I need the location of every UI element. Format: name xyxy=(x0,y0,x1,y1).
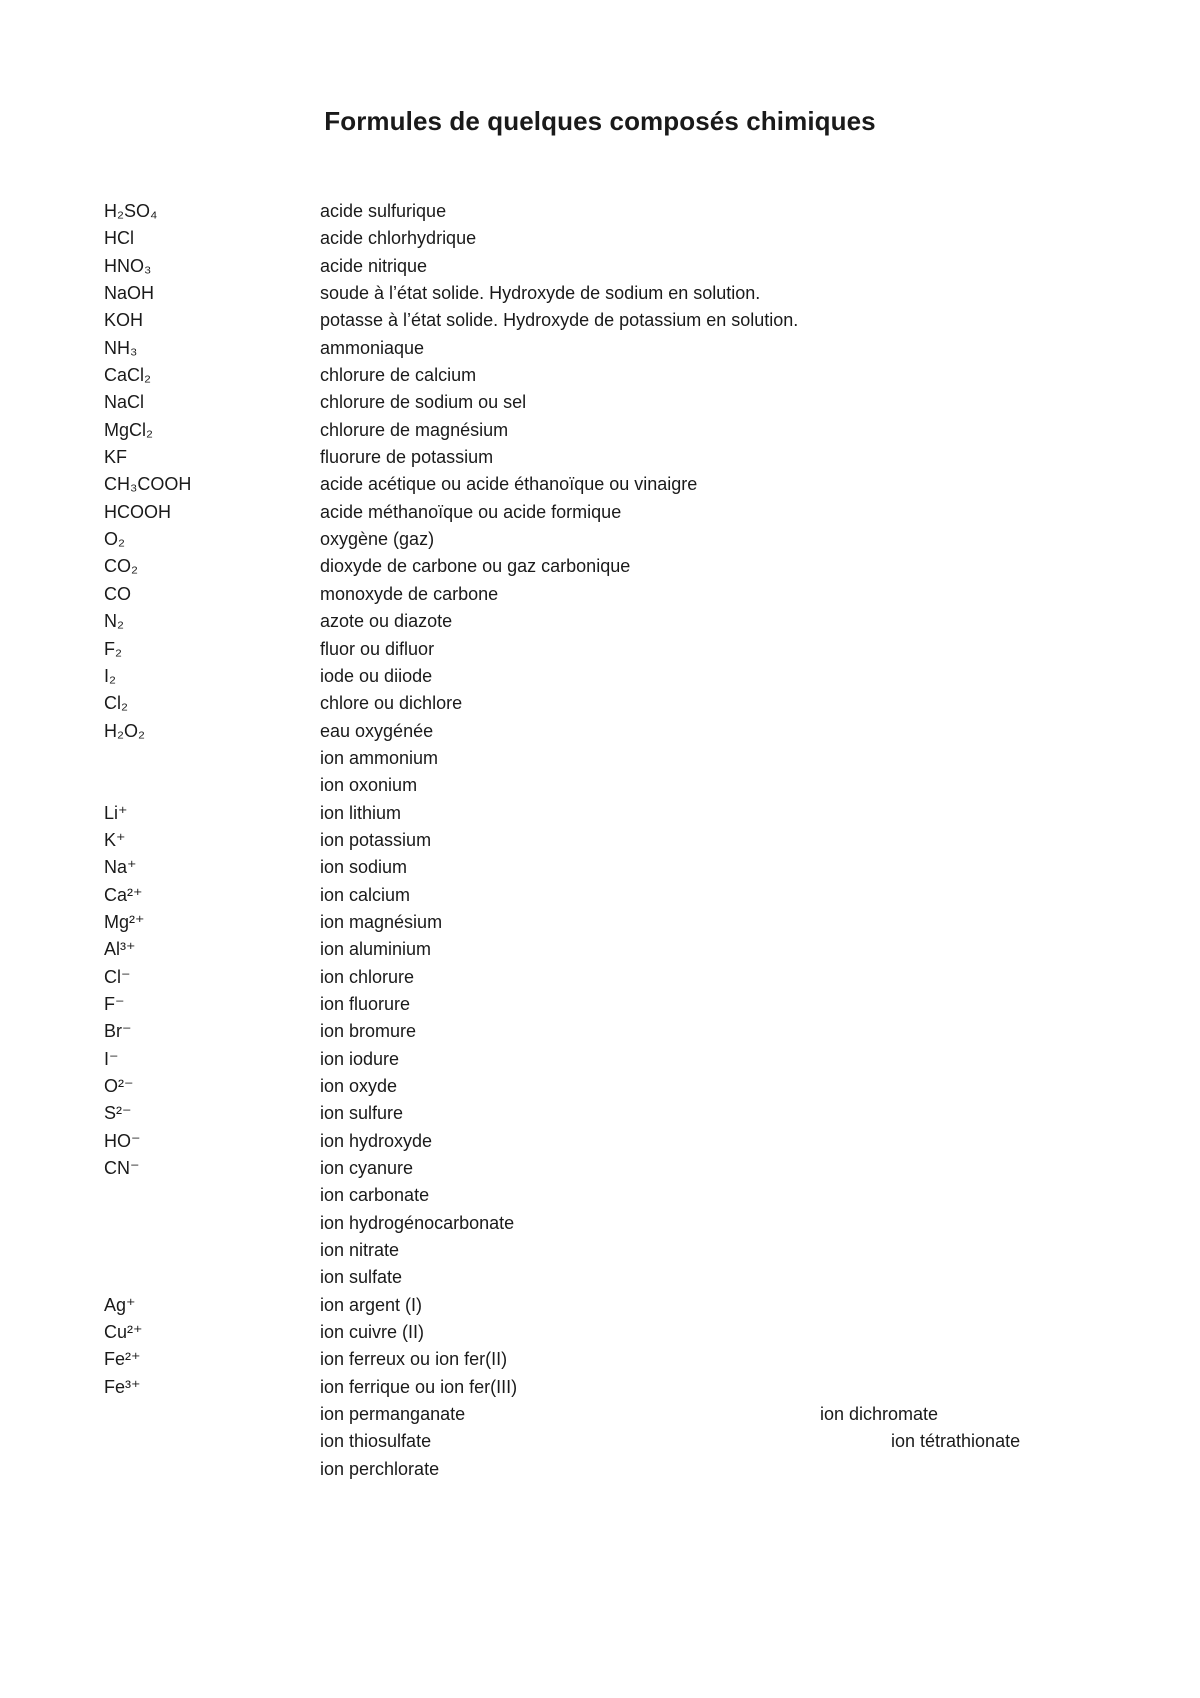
page-title: Formules de quelques composés chimiques xyxy=(324,106,876,136)
compound-name: fluorure de potassium xyxy=(320,447,494,468)
formula: N₂ xyxy=(104,611,124,632)
compound-name: ion fluorure xyxy=(320,993,411,1014)
compound-row xyxy=(104,335,1104,362)
formula: Fe³⁺ xyxy=(104,1376,141,1397)
compound-name: ion hydroxyde xyxy=(320,1130,433,1151)
compound-row xyxy=(104,1018,1104,1045)
compound-name: ion perchlorate xyxy=(320,1458,440,1479)
compound-name: acide méthanoïque ou acide formique xyxy=(320,501,622,522)
compound-row xyxy=(104,909,1104,936)
formula: Ag⁺ xyxy=(104,1294,136,1315)
compound-name: azote ou diazote xyxy=(320,611,453,632)
compound-row xyxy=(104,1210,1104,1237)
compound-row xyxy=(104,936,1104,963)
compound-name: ion cyanure xyxy=(320,1158,414,1179)
compound-name: ion ammonium xyxy=(320,747,439,768)
compound-name: chlorure de magnésium xyxy=(320,419,509,440)
compound-name: dioxyde de carbone ou gaz carbonique xyxy=(320,556,631,577)
formula: F₂ xyxy=(104,638,122,659)
compound-name: acide chlorhydrique xyxy=(320,228,477,249)
formula: KOH xyxy=(104,310,144,331)
formula: Ca²⁺ xyxy=(104,884,143,905)
compound-row xyxy=(104,1319,1104,1346)
compound-name: fluor ou difluor xyxy=(320,638,435,659)
compound-name: ion bromure xyxy=(320,1021,417,1042)
compound-row xyxy=(104,1346,1104,1373)
compound-row xyxy=(104,1155,1104,1182)
compound-row xyxy=(104,389,1104,416)
compound-list xyxy=(104,198,1104,1483)
compound-row xyxy=(104,690,1104,717)
compound-name: ion nitrate xyxy=(320,1240,400,1261)
compound-row xyxy=(104,718,1104,745)
formula: I₂ xyxy=(104,665,116,686)
formula: HO⁻ xyxy=(104,1130,141,1151)
formula: F⁻ xyxy=(104,993,125,1014)
compound-name: ion sulfate xyxy=(320,1267,403,1288)
formula: HNO₃ xyxy=(104,255,152,276)
compound-row xyxy=(104,444,1104,471)
compound-row xyxy=(104,964,1104,991)
compound-name: ion ferrique ou ion fer(III) xyxy=(320,1376,518,1397)
compound-name: ion potassium xyxy=(320,829,432,850)
compound-name: ammoniaque xyxy=(320,337,425,358)
formula: NaOH xyxy=(104,283,155,304)
compound-row xyxy=(104,1182,1104,1209)
compound-row xyxy=(104,280,1104,307)
compound-name: ion cuivre (II) xyxy=(320,1322,425,1343)
compound-name: chlorure de sodium ou sel xyxy=(320,392,527,413)
compound-name: ion iodure xyxy=(320,1048,400,1069)
compound-name: acide nitrique xyxy=(320,255,428,276)
compound-row xyxy=(104,471,1104,498)
compound-row xyxy=(104,991,1104,1018)
compound-name-extra: ion tétrathionate xyxy=(891,1431,1021,1452)
compound-row xyxy=(104,800,1104,827)
compound-row xyxy=(104,1100,1104,1127)
compound-name: ion thiosulfate xyxy=(320,1431,432,1452)
formula: Cu²⁺ xyxy=(104,1322,143,1343)
compound-row xyxy=(104,307,1104,334)
formula: HCl xyxy=(104,228,134,249)
compound-row xyxy=(104,553,1104,580)
compound-row xyxy=(104,827,1104,854)
compound-name: ion argent (I) xyxy=(320,1294,423,1315)
compound-name: ion lithium xyxy=(320,802,402,823)
compound-row xyxy=(104,1237,1104,1264)
formula: S²⁻ xyxy=(104,1103,132,1124)
formula: CO xyxy=(104,583,131,604)
formula: HCOOH xyxy=(104,501,171,522)
compound-name: oxygène (gaz) xyxy=(320,529,435,550)
compound-name: potasse à l’état solide. Hydroxyde de potassium en solution. xyxy=(320,310,799,331)
compound-name: ion hydrogénocarbonate xyxy=(320,1212,515,1233)
compound-name: monoxyde de carbone xyxy=(320,583,499,604)
formula: CN⁻ xyxy=(104,1158,140,1179)
compound-name: ion calcium xyxy=(320,884,411,905)
formula: Cl₂ xyxy=(104,693,128,714)
compound-name: chlorure de calcium xyxy=(320,365,477,386)
compound-row xyxy=(104,1374,1104,1401)
compound-name: ion carbonate xyxy=(320,1185,430,1206)
compound-row xyxy=(104,198,1104,225)
formula: NH₃ xyxy=(104,337,138,358)
compound-row xyxy=(104,1292,1104,1319)
compound-name: chlore ou dichlore xyxy=(320,693,463,714)
compound-name: eau oxygénée xyxy=(320,720,434,741)
compound-name: acide sulfurique xyxy=(320,201,447,221)
compound-name: ion ferreux ou ion fer(II) xyxy=(320,1349,508,1370)
formula: K⁺ xyxy=(104,829,126,850)
compound-name: acide acétique ou acide éthanoïque ou vinaigre xyxy=(320,474,698,495)
compound-row xyxy=(104,1073,1104,1100)
compound-row xyxy=(104,663,1104,690)
compound-name: ion magnésium xyxy=(320,911,443,932)
compound-row xyxy=(104,1401,1104,1428)
compound-row xyxy=(104,581,1104,608)
compound-row xyxy=(104,253,1104,280)
formula: O₂ xyxy=(104,529,125,550)
compound-name-extra: ion dichromate xyxy=(820,1404,939,1425)
formula: Li⁺ xyxy=(104,802,128,823)
compound-row xyxy=(104,636,1104,663)
compound-row xyxy=(104,362,1104,389)
compound-row xyxy=(104,1128,1104,1155)
formula: Cl⁻ xyxy=(104,966,131,987)
compound-row xyxy=(104,1264,1104,1291)
formula: Mg²⁺ xyxy=(104,911,145,932)
compound-row xyxy=(104,882,1104,909)
compound-row xyxy=(104,1046,1104,1073)
compound-name: iode ou diiode xyxy=(320,665,433,686)
compound-name: ion aluminium xyxy=(320,939,432,960)
compound-row xyxy=(104,1428,1104,1455)
formula: Br⁻ xyxy=(104,1021,132,1042)
formula: Na⁺ xyxy=(104,857,137,878)
formula: MgCl₂ xyxy=(104,419,153,440)
formula: CH₃COOH xyxy=(104,474,192,495)
compound-row xyxy=(104,1456,1104,1483)
formula: CaCl₂ xyxy=(104,365,151,386)
compound-name: ion oxyde xyxy=(320,1076,398,1096)
compound-name: ion permanganate xyxy=(320,1404,466,1425)
compound-row xyxy=(104,854,1104,881)
formula: Al³⁺ xyxy=(104,939,136,960)
formula: NaCl xyxy=(104,392,145,413)
compound-row xyxy=(104,526,1104,553)
formula: I⁻ xyxy=(104,1048,119,1069)
formula: H₂O₂ xyxy=(104,720,145,741)
compound-name: soude à l’état solide. Hydroxyde de sodium en solution. xyxy=(320,283,761,304)
compound-row xyxy=(104,745,1104,772)
compound-row xyxy=(104,417,1104,444)
compound-name: ion sodium xyxy=(320,857,408,878)
compound-row xyxy=(104,608,1104,635)
formula: O²⁻ xyxy=(104,1076,134,1096)
compound-name: ion sulfure xyxy=(320,1103,404,1124)
compound-name: ion chlorure xyxy=(320,966,415,987)
formula: CO₂ xyxy=(104,556,138,577)
formula: H₂SO₄ xyxy=(104,201,158,221)
compound-row xyxy=(104,499,1104,526)
compound-row xyxy=(104,225,1104,252)
compound-row xyxy=(104,772,1104,799)
formula: KF xyxy=(104,447,128,468)
formula: Fe²⁺ xyxy=(104,1349,141,1370)
compound-name: ion oxonium xyxy=(320,775,418,796)
